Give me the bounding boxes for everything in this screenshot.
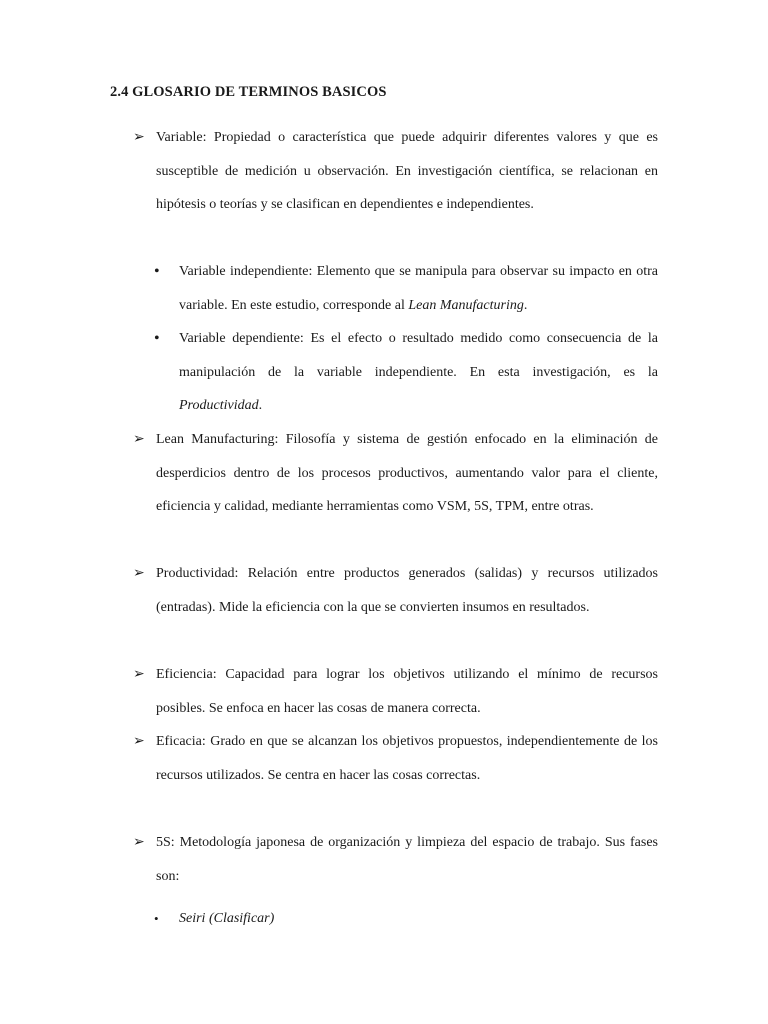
- glossary-item-lean-manufacturing: [156, 423, 658, 524]
- glossary-subitem-variable-independiente: [179, 255, 658, 322]
- section-heading: 2.4 GLOSARIO DE TERMINOS BASICOS: [110, 84, 387, 100]
- glossary-text: Productividad: Relación entre productos generados (salidas) y recursos utilizados (entradas). Mide la eficiencia con la que se convierten insumos en resultados.: [156, 566, 658, 615]
- glossary-text: Lean Manufacturing: Filosofía y sistema de gestión enfocado en la eliminación de desperdicios dentro de los procesos productivos, aumentando valor para el cliente, eficiencia y calidad, mediante herramientas como VSM, 5S, TPM, entre otras.: [156, 432, 658, 515]
- round-bullet-icon: •: [154, 911, 159, 926]
- glossary-italic-term: Productividad: [179, 398, 259, 414]
- arrow-bullet-icon: ➢: [133, 667, 145, 682]
- glossary-text: Eficacia: Grado en que se alcanzan los objetivos propuestos, independientemente de los recursos utilizados. Se centra en hacer las cosas correctas.: [156, 734, 658, 783]
- glossary-item-5s: [156, 826, 658, 893]
- glossary-text-end: .: [258, 398, 263, 414]
- arrow-bullet-icon: ➢: [133, 835, 145, 850]
- glossary-subitem-seiri: [179, 902, 658, 936]
- arrow-bullet-icon: ➢: [133, 432, 145, 447]
- glossary-text: 5S: Metodología japonesa de organización y limpieza del espacio de trabajo. Sus fases son:: [156, 835, 658, 884]
- glossary-text-end: .: [523, 297, 528, 313]
- arrow-bullet-icon: ➢: [133, 566, 145, 581]
- glossary-item-eficiencia: [156, 658, 658, 725]
- glossary-item-variable: [156, 121, 658, 222]
- glossary-text: Variable: Propiedad o característica que puede adquirir diferentes valores y que es susceptible de medición u observación. En investigación científica, se relacionan en hipótesis o teorías y se clasifican en dependientes e independientes.: [156, 130, 658, 213]
- arrow-bullet-icon: ➢: [133, 734, 145, 749]
- glossary-italic-term: Seiri (Clasificar): [179, 911, 275, 926]
- arrow-bullet-icon: ➢: [133, 130, 145, 145]
- glossary-text: Variable independiente: Elemento que se manipula para observar su impacto en otra variable. En este estudio, corresponde al: [179, 264, 658, 313]
- glossary-item-eficacia: [156, 725, 658, 792]
- glossary-item-productividad: [156, 557, 658, 624]
- round-bullet-icon: •: [154, 330, 160, 347]
- glossary-text: Variable dependiente: Es el efecto o resultado medido como consecuencia de la manipulación de la variable independiente. En esta investigación, es la: [179, 331, 658, 380]
- round-bullet-icon: •: [154, 263, 160, 280]
- glossary-text: Eficiencia: Capacidad para lograr los objetivos utilizando el mínimo de recursos posibles. Se enfoca en hacer las cosas de manera correcta.: [156, 667, 658, 716]
- glossary-italic-term: Lean Manufacturing: [408, 297, 524, 313]
- glossary-subitem-variable-dependiente: [179, 322, 658, 423]
